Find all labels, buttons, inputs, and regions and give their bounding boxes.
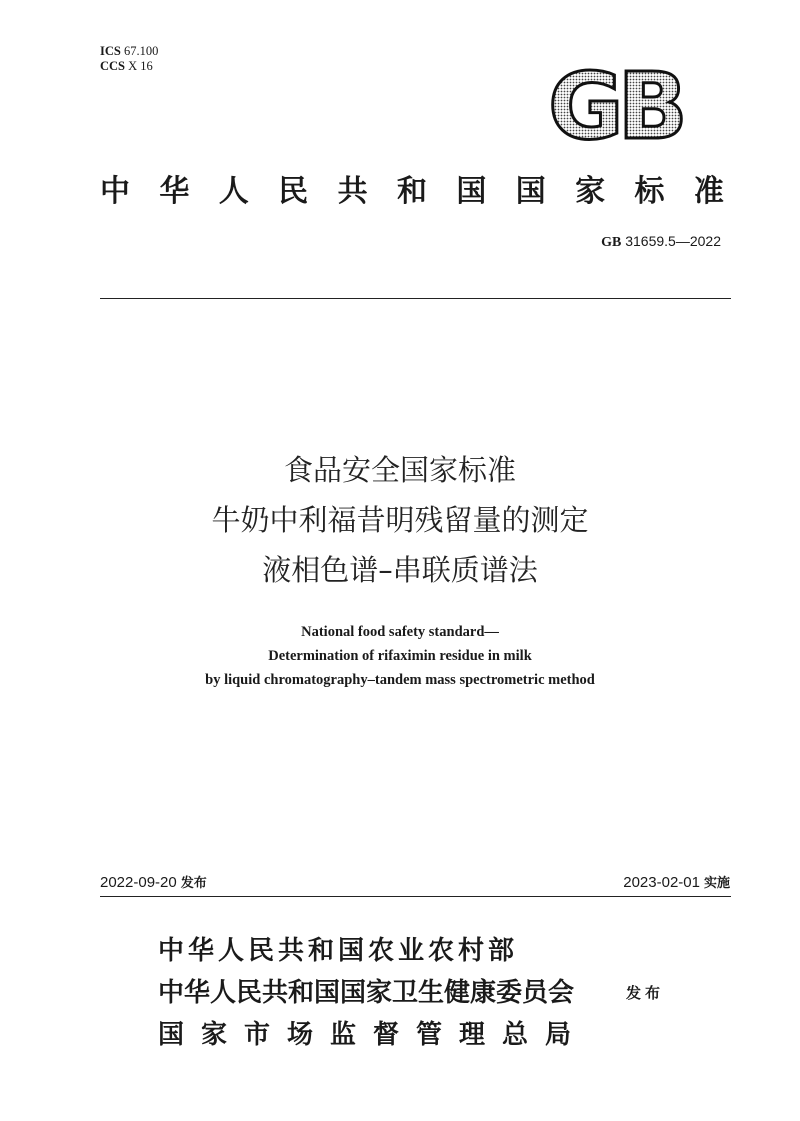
bottom-divider: [100, 896, 731, 897]
english-title-line: National food safety standard—: [301, 624, 499, 640]
heading-char: 国: [456, 174, 487, 209]
heading-char: 人: [218, 174, 249, 209]
issuer-health-commission: 中华人民共和国国家卫生健康委员会: [158, 978, 575, 1008]
heading-char: 和: [396, 174, 427, 209]
ics-code: ICS 67.100: [100, 44, 159, 58]
english-title: [0, 620, 800, 692]
heading-char: 国: [515, 174, 546, 209]
issue-date: 2022-09-20 发布: [100, 874, 207, 891]
publish-label: 发布: [626, 984, 665, 1002]
issuer-market-regulation: 国家市场监督管理总局: [158, 1020, 589, 1050]
implement-date: 2023-02-01 实施: [623, 874, 730, 891]
issuing-authorities: [158, 930, 588, 1056]
heading-char: 准: [693, 174, 724, 209]
issuer-ministry-agriculture: 中华人民共和国农业农村部: [158, 936, 519, 966]
heading-char: 家: [575, 174, 606, 209]
heading-char: 中: [100, 174, 130, 209]
gb-logo: [536, 66, 694, 144]
chinese-title: [0, 445, 800, 595]
standard-number: GB 31659.5—2022: [601, 233, 721, 250]
english-title-line: by liquid chromatography–tandem mass spectrometric method: [205, 672, 595, 688]
classification-codes: [100, 44, 158, 73]
chinese-title-line: 牛奶中利福昔明残留量的测定: [211, 503, 589, 537]
english-title-line: Determination of rifaximin residue in milk: [268, 648, 532, 664]
heading-char: 共: [337, 174, 368, 209]
heading-char: 华: [159, 174, 190, 209]
implement-label: 实施: [703, 876, 730, 891]
issue-label: 发布: [180, 876, 207, 891]
top-divider: [100, 298, 731, 299]
heading-char: 标: [634, 174, 665, 209]
ccs-code: CCS X 16: [100, 58, 153, 73]
logo-text: GB: [548, 66, 682, 144]
heading-char: 民: [278, 174, 309, 209]
standard-type-heading: [100, 170, 724, 214]
chinese-title-line: 液相色谱–串联质谱法: [262, 553, 538, 587]
chinese-title-line: 食品安全国家标准: [283, 453, 516, 487]
